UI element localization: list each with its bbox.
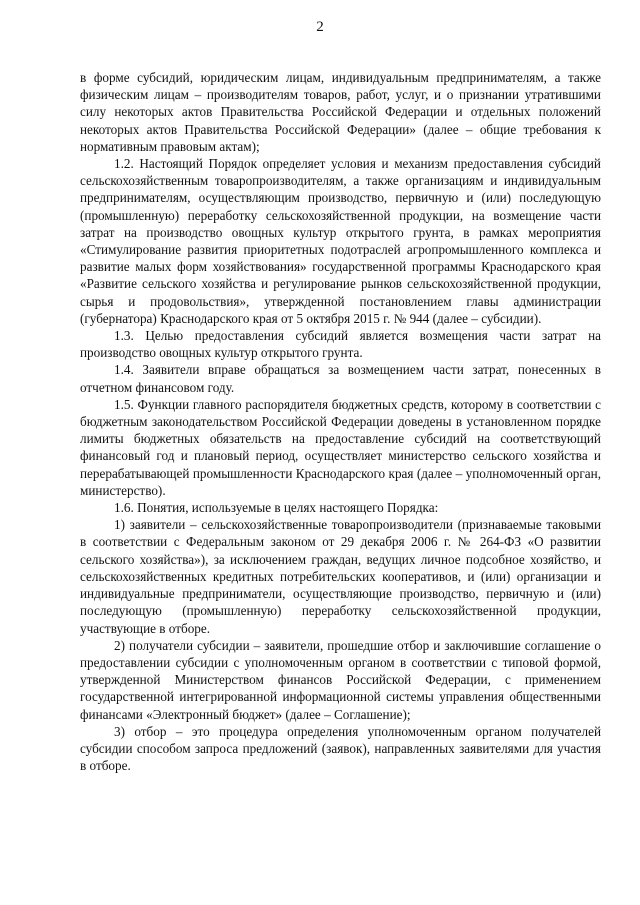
paragraph: 2) получатели субсидии – заявители, прошедшие отбор и заключившие соглашение о предоставлении субсидии с уполномоченным органом в соответствии с типовой формой, утвержденной Министерством финансов Российской Федерации, с применением государственной интегрированной информационной системы управления общественными финансами «Электронный бюджет» (далее – Соглашение); bbox=[80, 637, 601, 722]
paragraph: 3) отбор – это процедура определения уполномоченным органом получателей субсидии способом запроса предложений (заявок), направленных заявителями для участия в отборе. bbox=[80, 723, 601, 774]
paragraph: 1.5. Функции главного распорядителя бюджетных средств, которому в соответствии с бюджетным законодательством Российской Федерации доведены в установленном порядке лимиты бюджетных обязательств на предоставление субсидий на соответствующий финансовый год и плановый период, осуществляет министерство сельского хозяйства и перерабатывающей промышленности Краснодарского края (далее – уполномоченный орган, министерство). bbox=[80, 396, 601, 498]
paragraph: 1.4. Заявители вправе обращаться за возмещением части затрат, понесенных в отчетном финансовом году. bbox=[80, 362, 601, 395]
paragraph: 1) заявители – сельскохозяйственные товаропроизводители (признаваемые таковыми в соответствии с Федеральным законом от 29 декабря 2006 г. № 264-ФЗ «О развитии сельского хозяйства»), за исключением граждан, ведущих личное подсобное хозяйство, и сельскохозяйственных кредитных потребительских кооперативов, и (или) организации и индивидуальные предприниматели, осуществляющие производство, первичную и (или) последующую (промышленную) переработку сельскохозяйственной продукции, участвующие в отборе. bbox=[80, 517, 601, 636]
paragraph: 1.2. Настоящий Порядок определяет условия и механизм предоставления субсидий сельскохозяйственным товаропроизводителям, а также организациям и индивидуальным предпринимателям, осуществляющим производство, первичную и (или) последующую (промышленную) переработку сельскохозяйственной продукции, на возмещение части затрат на производство овощных культур открытого грунта, в рамках мероприятия «Стимулирование развития приоритетных подотраслей агропромышленного комплекса и развитие малых форм хозяйствования» государственной программы Краснодарского края «Развитие сельского хозяйства и регулирование рынков сельскохозяйственной продукции, сырья и продовольствия», утвержденной постановлением главы администрации (губернатора) Краснодарского края от 5 октября 2015 г. № 944 (далее – субсидии). bbox=[80, 156, 601, 326]
document-body bbox=[80, 69, 601, 774]
paragraph: в форме субсидий, юридическим лицам, индивидуальным предпринимателям, а также физическим лицам – производителям товаров, работ, услуг, и о признании утратившими силу некоторых актов Правительства Российской Федерации и отдельных положений некоторых актов Правительства Российской Федерации» (далее – общие требования к нормативным правовым актам); bbox=[80, 70, 601, 154]
paragraph: 1.6. Понятия, используемые в целях настоящего Порядка: bbox=[114, 500, 439, 516]
page-number: 2 bbox=[316, 19, 324, 35]
paragraph: 1.3. Целью предоставления субсидий является возмещения части затрат на производство овощных культур открытого грунта. bbox=[80, 328, 601, 361]
